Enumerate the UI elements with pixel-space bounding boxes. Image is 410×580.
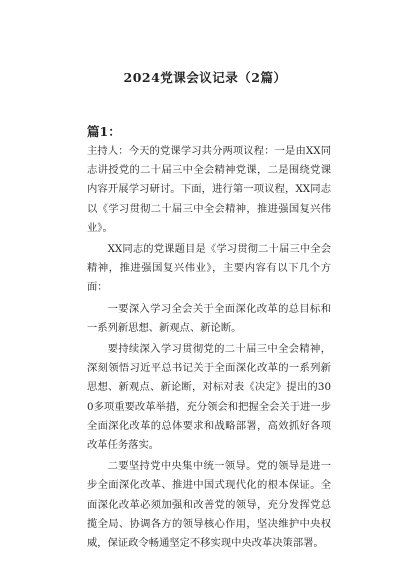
paragraph-host-intro: 主持人：今天的党课学习共分两项议程：一是由XX同志讲授党的二十届三中全会精神党课，二是围绕党课内容开展学习研讨。下面，进行第一项议程，XX同志以《学习贯彻二十届三中全会精神，推进强国复兴伟业》。	[87, 145, 331, 234]
paragraph-lecture-topic: XX同志的党课题目是《学习贯彻二十届三中全会精神，推进强国复兴伟业》，主要内容有以下几个方面：	[87, 243, 331, 294]
paragraph-point-two: 二要坚持党中央集中统一领导。党的领导是进一步全面深化改革、推进中国式现代化的根本保证。全面深化改革必须加强和改善党的领导，充分发挥党总揽全局、协调各方的领导核心作用，坚决维护中央权威，保证政令畅通坚定不移实现中央改革决策部署。	[87, 460, 331, 550]
document-body	[87, 142, 331, 555]
document-title: 2024党课会议记录（2篇）	[123, 70, 287, 85]
paragraph-point-one-detail: 要持续深入学习贯彻党的二十届三中全会精神，深刻领悟习近平总书记关于全面深化改革的一系列新思想、新观点、新论断，对标对表《决定》提出的300多项重要改革举措，充分领会和把握全会关于进一步全面深化改革的总体要求和战略部署，高效抓好各项改革任务落实。	[87, 343, 331, 452]
paragraph-point-one: 一要深入学习全会关于全面深化改革的总目标和一系列新思想、新观点、新论断。	[87, 302, 331, 334]
section-heading: 篇1：	[87, 124, 121, 139]
